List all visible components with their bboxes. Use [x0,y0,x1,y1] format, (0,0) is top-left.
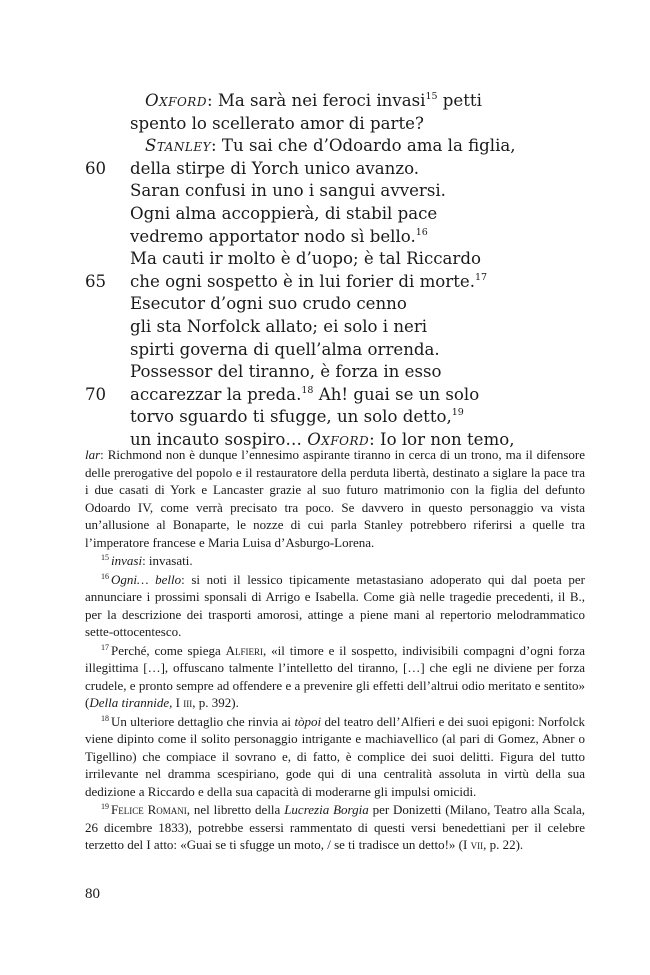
speaker-name: Stanley [145,136,212,156]
note-italic: lar [85,447,101,462]
verse-words: della stirpe di Yorch unico avanzo. [130,158,420,178]
verse-words: Esecutor d’ogni suo crudo cenno [130,294,407,314]
verse-line [0,384,650,407]
note-text: , I [169,695,184,710]
note-number: 17 [101,642,109,652]
note-text: del teatro dell’Alfieri e dei suoi epigoni: Norfolck viene dipinto come il solito personaggio intrigante e machiavellico (al pari di Gomez, Abner o Tigellino) che compiace il sovrano e, di fatto, è complice dei suoi delitti. Figura del tutto irrilevante nel dramma scespiriano, gode qui di una centralità assoluta in virtù della sua dedizione a Riccardo e della sua capacità di moderarne gli impulsi omicidi. [85,713,586,799]
verse-line [0,248,650,271]
verse-line [0,293,650,316]
note-italic: Ogni… bello [111,571,182,587]
verse-text [130,384,479,407]
note-author: Felice Romani [111,802,187,817]
speaker-name: Oxford [307,429,370,449]
note-text: : invasati. [142,553,193,568]
verse-line [0,90,650,113]
verse-text [145,135,516,158]
note-text: , p. 22). [483,837,524,852]
verse-line [0,361,650,384]
verse-block [0,90,650,452]
verse-text [130,406,464,429]
line-number: 70 [85,384,107,404]
footnotes [85,446,585,855]
note-number: 19 [101,802,109,811]
verse-text [130,293,407,316]
footnote-continued [85,446,585,551]
footnote-18 [85,713,585,801]
speaker-colon: : [211,136,217,156]
verse-words: gli sta Norfolck allato; ei solo i neri [130,316,428,336]
note-italic: Lucrezia Borgia [284,802,369,817]
verse-line [0,113,650,136]
verse-words: : Io lor non temo, [369,429,515,449]
verse-words: che ogni sospetto è in lui forier di morte. [130,271,475,291]
verse-line [0,339,650,362]
verse-words: Tu sai che d’Odoardo ama la figlia, [216,136,516,156]
verse-text [130,158,419,181]
verse-words: Ah! guai se un solo [313,384,480,404]
note-roman: vii [470,837,484,852]
note-text: Un ulteriore dettaglio che rinvia ai [111,713,295,729]
verse-text [130,339,440,362]
verse-words: Saran confusi in uno i sangui avversi. [130,181,446,201]
note-text: , p. 392). [192,695,239,710]
verse-line [0,135,650,158]
speaker-name: Oxford [145,91,207,110]
verse-words: accarezzar la preda. [130,384,302,404]
verse-words: Ma sarà nei feroci invasi [212,91,426,110]
line-number: 60 [85,158,107,178]
verse-text [130,113,424,136]
verse-text [130,180,446,203]
verse-line [0,226,650,249]
note-text: : si noti il lessico tipicamente metastasiano adoperato qui dal poeta per annunciare i prossimi sponsali di Arrigo e Isabella. Come già nelle tragedie precedenti, il B., per la descrizione dei trasporti amorosi, attinge a piene mani al repertorio melodrammatico sette-ottocentesco. [85,571,585,639]
footnote-19 [85,801,585,854]
verse-line [0,203,650,226]
note-author: Alfieri [225,642,264,658]
verse-words: spento lo scellerato amor di parte? [130,113,424,133]
verse-words: spirti governa di quell’alma orrenda. [130,339,440,359]
speaker-colon: : [206,91,213,110]
page-number: 80 [85,886,100,902]
footnote-16 [85,571,585,641]
verse-line [0,406,650,429]
note-number: 15 [101,553,109,562]
note-roman: iii [183,695,193,710]
footnote-ref: 18 [301,384,314,396]
verse-text [130,316,427,339]
verse-line [0,158,650,181]
verse-words: Possessor del tiranno, è forza in esso [130,362,442,382]
verse-words: torvo sguardo ti sfugge, un solo detto, [130,407,452,427]
verse-text [145,90,482,113]
footnote-17 [85,642,585,712]
note-text: Perché, come spiega [111,642,226,658]
footnote-ref: 17 [475,271,488,283]
note-number: 16 [101,571,109,581]
verse-words: petti [437,91,482,110]
footnote-ref: 19 [451,407,464,419]
line-number: 65 [85,271,107,291]
verse-words: Ogni alma accoppierà, di stabil pace [130,203,438,223]
note-text: per Donizetti (Milano, Teatro alla Scala, 26 dicembre 1833), potrebbe essersi rammentato di questi versi benedettiani per il celebre terzetto del I atto: «Guai se ti sfugge un moto, / se ti tradisce un detto!» (I [85,802,585,852]
note-text: , nel libretto della [186,802,285,817]
verse-text [130,271,487,294]
note-italic: tòpoi [294,713,322,729]
note-italic: invasi [111,553,143,568]
note-text: , «il timore e il sospetto, indivisibili compagni d’ogni forza illegittima […], offuscano talmente l’intelletto del tiranno, […] che egli ne diviene per forza crudele, e pronto sempre ad offendere e a prevenire gli effetti dell’altrui odio meritato e sentito» ( [85,642,585,710]
footnote-ref: 16 [415,226,428,238]
verse-words: vedremo apportator nodo sì bello. [130,226,416,246]
footnote-15 [85,552,585,570]
verse-line [0,316,650,339]
verse-text [130,248,481,271]
verse-words: Ma cauti ir molto è d’uopo; è tal Riccardo [130,249,481,269]
note-number: 18 [101,713,109,723]
note-italic: Della tirannide [89,695,170,710]
verse-words: un incauto sospiro… [130,429,308,449]
verse-text [130,203,437,226]
verse-line [0,271,650,294]
note-text: : Richmond non è dunque l’ennesimo aspirante tiranno in cerca di un trono, ma il difensore delle prerogative del popolo e il restauratore della perduta libertà, destinato a siglare la pace tra i due casati di York e Lancaster grazie al suo futuro matrimonio con la figlia del defunto Odoardo IV, come verrà precisato tra poco. Se davvero in questo personaggio va vista un’allusione al Bonaparte, le nozze di cui parla Stanley potrebbero riferirsi a quelle tra l’imperatore francese e Maria Luisa d’Asburgo-Lorena. [85,447,585,550]
footnote-ref: 15 [425,91,438,102]
verse-line [0,180,650,203]
verse-text [130,361,441,384]
verse-text [130,226,428,249]
